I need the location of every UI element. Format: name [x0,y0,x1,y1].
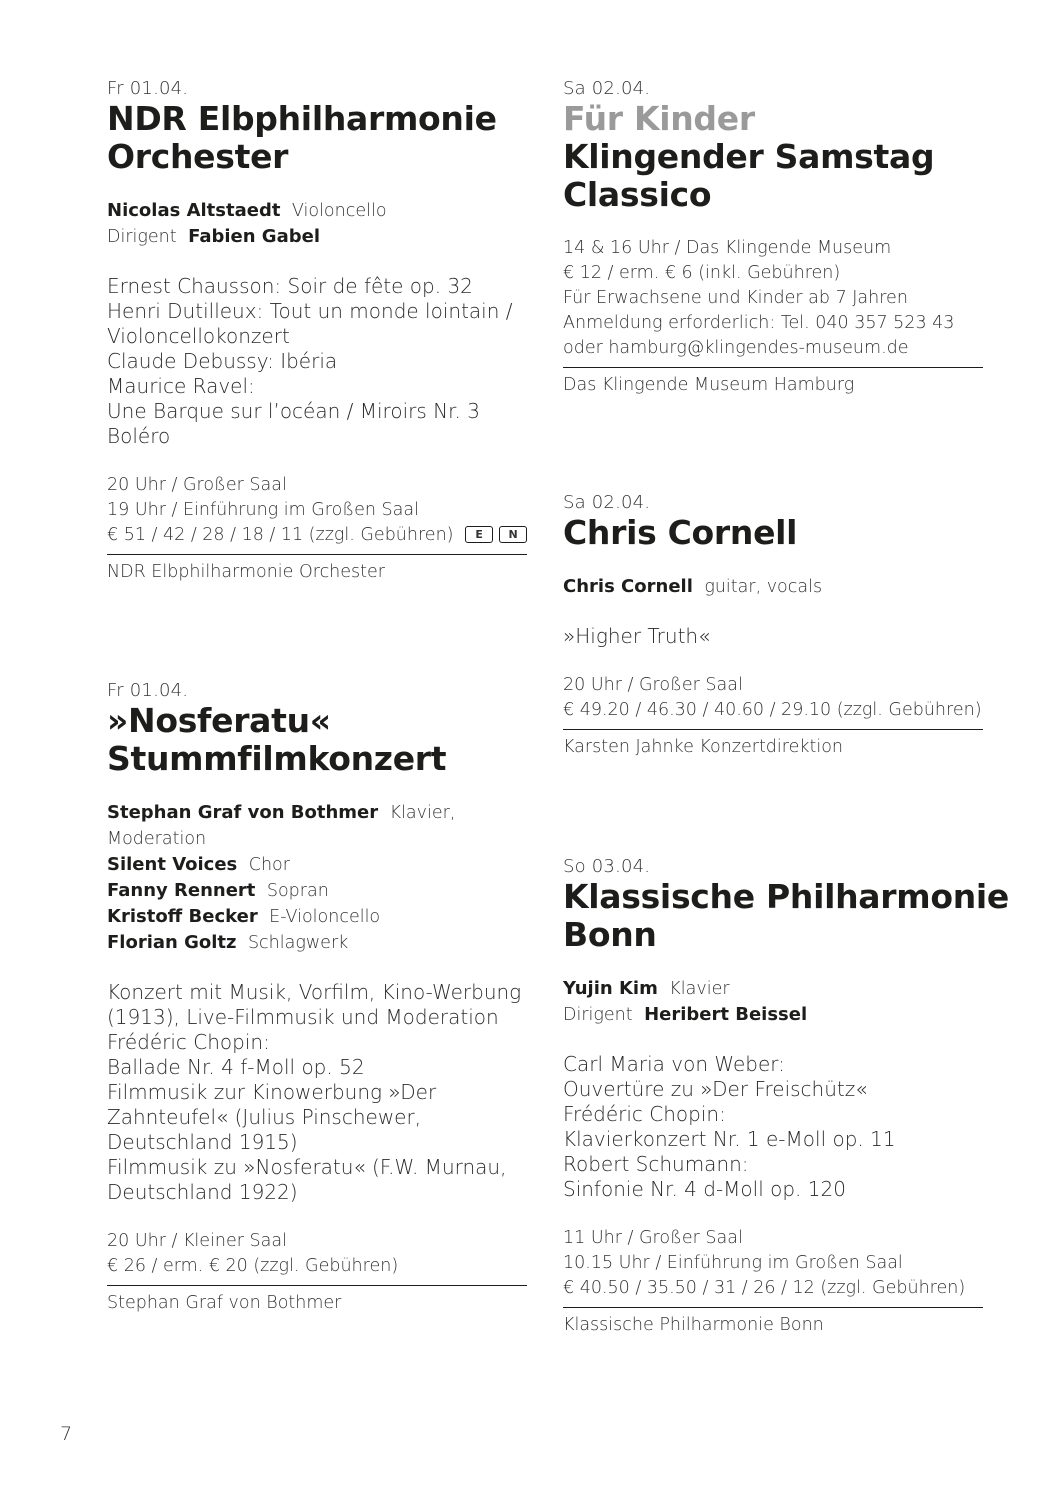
event-nosferatu [107,680,527,1314]
event-info: 20 Uhr / Kleiner Saal € 26 / erm. € 20 (zzgl. Gebühren) [107,1231,399,1276]
event-info: 14 & 16 Uhr / Das Klingende Museum € 12 / erm. € 6 (inkl. Gebühren) Für Erwachsene und Kinder ab 7 Jahren Anmeldung erforderlich: Tel. 040 357 523 43 oder hamburg@klingendes-museum.de [563,238,955,358]
divider [107,1285,527,1286]
organizer: Stephan Graf von Bothmer [107,1293,342,1313]
event-date: Sa 02.04. [563,492,651,513]
event-title: Chris Cornell [563,513,798,552]
program: Ernest Chausson: Soir de fête op. 32 Henri Dutilleux: Tout un monde lointain / Violoncellokonzert Claude Debussy: Ibéria Maurice Ravel: Une Barque sur l’océan / Miroirs Nr. 3 Boléro [107,274,513,448]
performer-line: Fanny Rennert Sopran [107,880,329,901]
divider [563,367,983,368]
organizer: Klassische Philharmonie Bonn [563,1315,824,1335]
divider [563,1307,983,1308]
event-info: 11 Uhr / Großer Saal 10.15 Uhr / Einführung im Großen Saal € 40.50 / 35.50 / 31 / 26 / 12 (zzgl. Gebühren) [563,1228,966,1298]
event-ndr-elbphilharmonie [107,78,527,583]
performers [563,574,983,600]
program: Konzert mit Musik, Vorfilm, Kino-Werbung (1913), Live-Filmmusik und Moderation Frédéric Chopin: Ballade Nr. 4 f-Moll op. 52 Filmmusik zur Kinowerbung »Der Zahnteufel« (Julius Pinschewer, Deutschland 1915) Filmmusik zu »Nosferatu« (F.W. Murnau, Deutschland 1922) [107,980,522,1204]
divider [107,554,527,555]
performer-line: Florian Goltz Schlagwerk [107,932,349,953]
program: Carl Maria von Weber: Ouvertüre zu »Der Freischütz« Frédéric Chopin: Klavierkonzert Nr. 1 e-Moll op. 11 Robert Schumann: Sinfonie Nr. 4 d-Moll op. 120 [563,1052,896,1201]
event-kicker: Für Kinder [563,99,755,138]
organizer: Karsten Jahnke Konzertdirektion [563,737,844,757]
organizer: Das Klingende Museum Hamburg [563,375,855,395]
badge-e-icon: E [465,526,493,543]
event-title: »Nosferatu« Stummfilmkonzert [107,701,447,778]
event-date: Fr 01.04. [107,78,189,99]
event-info: 20 Uhr / Großer Saal € 49.20 / 46.30 / 40.60 / 29.10 (zzgl. Gebühren) [563,675,982,720]
badge-n-icon: N [499,526,527,543]
event-info: 20 Uhr / Großer Saal 19 Uhr / Einführung im Großen Saal € 51 / 42 / 28 / 18 / 11 (zzgl. Gebühren) E N [107,473,527,548]
event-chris-cornell [563,492,983,758]
event-date: Sa 02.04. [563,78,651,99]
event-klassische-philharmonie [563,856,1009,1336]
event-title: Klingender Samstag Classico [563,137,935,214]
performer-line: Moderation [107,829,207,849]
performer-line: Silent Voices Chor [107,854,290,875]
performer-line: Stephan Graf von Bothmer Klavier, [107,802,456,823]
event-date: So 03.04. [563,856,651,877]
event-date: Fr 01.04. [107,680,189,701]
performer-line: Nicolas Altstaedt Violoncello [107,200,387,221]
event-title: Klassische Philharmonie Bonn [563,877,1009,954]
performer-line: Chris Cornell guitar, vocals [563,576,823,597]
divider [563,729,983,730]
performers [563,976,983,1028]
page-number: 7 [60,1423,73,1445]
performer-line: Yujin Kim Klavier [563,978,730,999]
performers [107,800,527,956]
event-title: NDR Elbphilharmonie Orchester [107,99,497,176]
organizer: NDR Elbphilharmonie Orchester [107,562,385,582]
performer-line: Kristoff Becker E-Violoncello [107,906,381,927]
event-klingender-samstag [563,78,983,396]
performer-line: Dirigent Heribert Beissel [563,1004,808,1025]
performer-line: Dirigent Fabien Gabel [107,226,320,247]
performers [107,198,527,250]
program: »Higher Truth« [563,624,711,648]
